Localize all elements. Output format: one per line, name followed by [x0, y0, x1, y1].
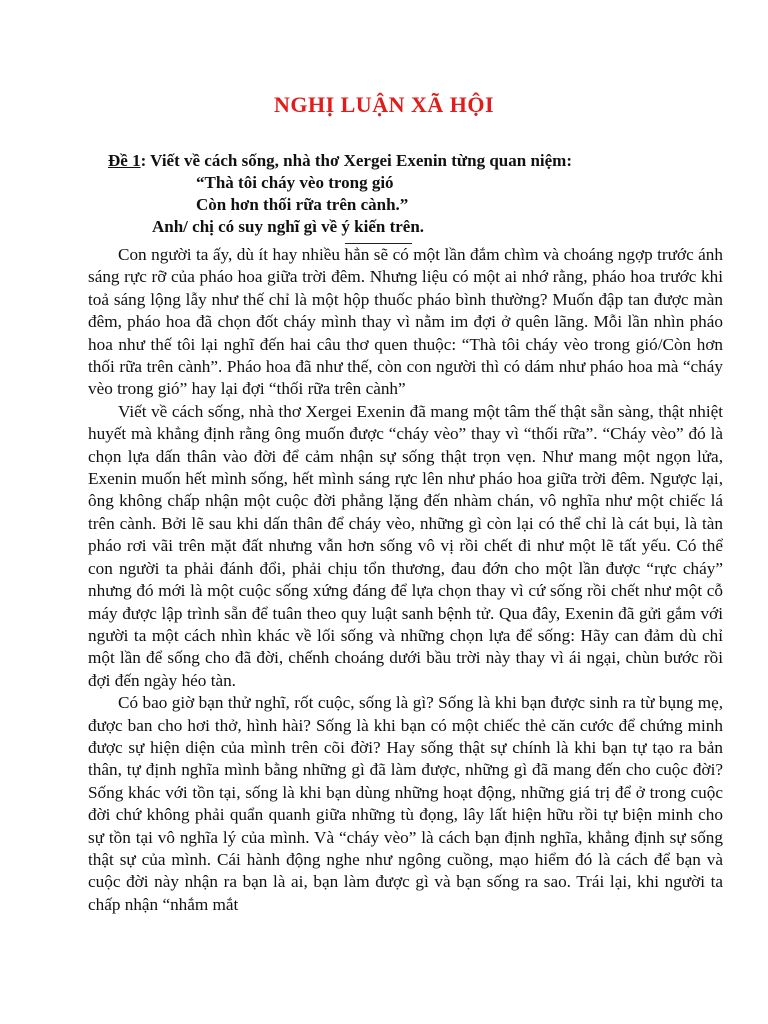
prompt-label: Đề 1 [108, 151, 141, 170]
prompt-text: : Viết về cách sống, nhà thơ Xergei Exenin từng quan niệm: [140, 151, 572, 170]
prompt-question: Anh/ chị có suy nghĩ gì về ý kiến trên. [152, 217, 425, 236]
essay-paragraph-2: Viết về cách sống, nhà thơ Xergei Exenin đã mang một tâm thế thật sẵn sàng, thật nhiệt huyết mà khẳng định rằng ông muốn được “cháy vèo” thay vì “thối rữa”. “Cháy vèo” đó là chọn lựa dấn thân vào đời để cảm nhận sự sống thật trọn vẹn. Như mang một ngọn lửa, Exenin muốn hết mình sống, hết mình sáng rực lên như pháo hoa giữa trời đêm. Ngược lại, ông không chấp nhận một cuộc đời phẳng lặng đến nhàm chán, vô nghĩa như một chiếc lá trên cành. Bởi lẽ sau khi dấn thân để cháy vèo, những gì còn lại có thể chỉ là cát bụi, là tàn pháo rơi vãi trên mặt đất nhưng vẫn hơn sống vô vị rồi chết đi như một lẽ tất yếu. Có thể con người ta phải đánh đổi, phải chịu tổn thương, đau đớn cho một lần được “rực cháy” nhưng đó mới là một cuộc sống xứng đáng để lựa chọn thay vì cứ sống rồi chết như một cỗ máy được lập trình sẵn để tuân theo quy luật sanh bệnh tử. Qua đây, Exenin đã gửi gắm với người ta một cách nhìn khác về lối sống và những chọn lựa để sống: Hãy can đảm dù chỉ một lần để sống cho đã đời, chếnh choáng dưới bầu trời này thay vì ái ngại, chùn bước rồi đợi đến ngày héo tàn. [88, 401, 723, 690]
essay-prompt [108, 150, 728, 238]
quote-line-2: Còn hơn thối rữa trên cành.” [196, 195, 409, 214]
essay-paragraph-1: Con người ta ấy, dù ít hay nhiều hẳn sẽ có một lần đắm chìm và choáng ngợp trước ánh sáng rực rỡ của pháo hoa giữa trời đêm. Nhưng liệu có một ai nhớ rằng, pháo hoa trước khi toả sáng lộng lẫy như thế chỉ là một hộp thuốc pháo bình thường? Muốn đập tan được màn đêm, pháo hoa đã chọn đốt cháy mình thay vì nằm im đợi ở quên lãng. Mỗi lần nhìn pháo hoa như thế tôi lại nghĩ đến hai câu thơ quen thuộc: “Thà tôi cháy vèo trong gió/Còn hơn thối rữa trên cành”. Pháo hoa đã như thế, còn con người thì có dám như pháo hoa mà “cháy vèo trong gió” hay lại đợi “thối rữa trên cành” [88, 245, 723, 399]
page-title: NGHỊ LUẬN XÃ HỘI [273, 92, 495, 117]
quote-line-1: “Thà tôi cháy vèo trong gió [196, 173, 394, 192]
prompt-heading-line [108, 150, 728, 172]
essay-body [88, 244, 723, 916]
essay-paragraph-3: Có bao giờ bạn thử nghĩ, rốt cuộc, sống là gì? Sống là khi bạn được sinh ra từ bụng mẹ, được ban cho hơi thở, hình hài? Sống là khi bạn có một chiếc thẻ căn cước để chứng minh được sự hiện diện của mình trên cõi đời? Hay sống thật sự chính là khi bạn tự tạo ra bản thân, tự định nghĩa mình bằng những gì đã làm được, những gì đã mang đến cho cuộc đời? Sống khác với tồn tại, sống là khi bạn dùng những hoạt động, những giá trị để ở trong cuộc đời chứ không phải quẩn quanh giữa những tù đọng, lây lất hiện hữu rồi tự biện minh cho sự tồn tại vô nghĩa lý của mình. Và “cháy vèo” là cách bạn định nghĩa, khẳng định sự sống thật sự của mình. Cái hành động nghe như ngông cuồng, mạo hiểm đó là cách để bạn và cuộc đời này nhận ra bạn là ai, bạn làm được gì và bạn sống ra sao. Trái lại, khi người ta chấp nhận “nhắm mắt [88, 693, 723, 914]
